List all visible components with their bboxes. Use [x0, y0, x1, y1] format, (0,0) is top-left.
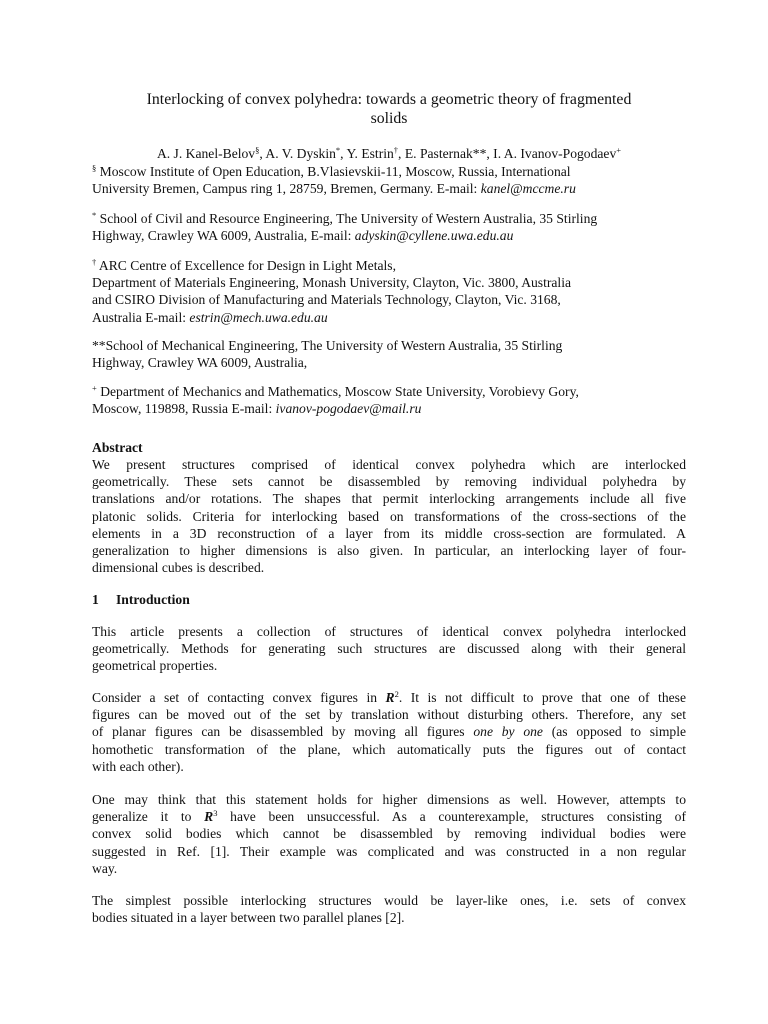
paragraph-line: This article presents a collection of structures of identical convex polyhedra interlocked — [92, 624, 686, 639]
paragraph-line — [92, 689, 686, 706]
affiliation-3-email: estrin@mech.uwa.edu.au — [189, 309, 328, 325]
author-5-mark: + — [616, 145, 622, 155]
author-2: , A. V. Dyskin — [259, 146, 336, 161]
paragraph-line: geometrically. Methods for generating such structures are discussed along with their general — [92, 641, 686, 657]
affiliation-3-line-4: Australia E-mail: — [92, 309, 190, 325]
author-3-mark: † — [393, 145, 399, 155]
affiliation-1 — [92, 163, 686, 197]
paragraph-line: figures can be moved out of the set by translation without disturbing others. Therefore, any set — [92, 707, 686, 723]
title-line-1: Interlocking of convex polyhedra: towards a geometric theory of fragmented — [146, 91, 632, 108]
affiliation-1-email: kanel@mccme.ru — [480, 181, 576, 197]
intro-paragraph-3 — [92, 791, 686, 877]
affiliation-4-line-1: **School of Mechanical Engineering, The University of Western Australia, 35 Stirling — [92, 338, 563, 353]
affiliation-1-line-2: University Bremen, Campus ring 1, 28759, Bremen, Germany. E-mail: — [92, 181, 481, 197]
section-heading-introduction — [92, 591, 190, 608]
author-2-mark: * — [335, 145, 341, 155]
title-line-2: solids — [370, 110, 408, 127]
intro-paragraph-4 — [92, 892, 686, 926]
affiliation-3 — [92, 257, 686, 326]
text-span: (as opposed to simple — [542, 724, 687, 740]
paper-title — [92, 90, 686, 128]
paragraph-line: suggested in Ref. [1]. Their example was complicated and was constructed in a non regular — [92, 843, 686, 859]
author-3: , Y. Estrin — [340, 146, 394, 161]
abstract-line: dimensional cubes is described. — [92, 560, 265, 576]
text-span: Consider a set of contacting convex figures in — [92, 690, 386, 705]
math-superscript: 2 — [394, 689, 399, 699]
text-span: generalize it to — [92, 809, 205, 825]
abstract-heading: Abstract — [92, 440, 143, 455]
affiliation-2-line-1: School of Civil and Resource Engineering, The University of Western Australia, 35 Stirling — [96, 211, 598, 226]
author-list — [92, 145, 686, 162]
affiliation-2-line-2: Highway, Crawley WA 6009, Australia, E-mail: — [92, 228, 355, 244]
math-superscript: 3 — [213, 808, 218, 819]
affiliation-1-line-1: Moscow Institute of Open Education, B.Vlasievskii-11, Moscow, Russia, International — [96, 164, 571, 179]
math-symbol-r: R — [385, 690, 395, 705]
intro-paragraph-1 — [92, 623, 686, 675]
abstract-line: translations and/or rotations. The shapes that permit interlocking arrangements include all five — [92, 491, 686, 507]
paragraph-line: with each other). — [92, 758, 184, 774]
paragraph-line: The simplest possible interlocking structures would be layer-like ones, i.e. sets of convex — [92, 893, 686, 908]
paragraph-line: way. — [92, 860, 118, 876]
affiliation-5-line-2: Moscow, 119898, Russia E-mail: — [92, 401, 276, 417]
section-title: Introduction — [116, 592, 190, 607]
affiliation-3-line-3: and CSIRO Division of Manufacturing and Materials Technology, Clayton, Vic. 3168, — [92, 292, 561, 308]
text-span: of planar figures can be disassembled by moving all figures — [92, 724, 474, 740]
affiliation-5-line-1: Department of Mechanics and Mathematics, Moscow State University, Vorobievy Gory, — [96, 384, 579, 399]
abstract-line: generalization to higher dimensions is also given. In particular, an interlocking layer of four- — [92, 543, 686, 559]
affiliation-4-line-2: Highway, Crawley WA 6009, Australia, — [92, 355, 308, 371]
affiliation-5 — [92, 383, 686, 417]
affiliation-2 — [92, 210, 686, 244]
affiliation-3-line-1: ARC Centre of Excellence for Design in Light Metals, — [96, 258, 396, 273]
paragraph-line: geometrical properties. — [92, 658, 218, 674]
paragraph-line: One may think that this statement holds for higher dimensions as well. However, attempts to — [92, 792, 686, 807]
paragraph-line — [92, 808, 686, 825]
paragraph-line: bodies situated in a layer between two parallel planes [2]. — [92, 910, 405, 926]
emphasis-text: one by one — [473, 724, 543, 740]
abstract-line: platonic solids. Criteria for interlocking based on transformations of the cross-sections of the — [92, 508, 686, 524]
text-span: . It is not difficult to prove that one of these — [398, 690, 686, 705]
affiliation-5-email: ivanov-pogodaev@mail.ru — [275, 401, 422, 417]
paragraph-line: convex solid bodies which cannot be disassembled by removing individual bodies were — [92, 826, 686, 842]
affiliation-3-mark: † — [92, 257, 97, 267]
math-symbol-r: R — [204, 809, 214, 825]
abstract-body — [92, 456, 686, 576]
paragraph-line: homothetic transformation of the plane, which automatically puts the figures out of contact — [92, 741, 686, 757]
section-number: 1 — [92, 592, 99, 607]
paragraph-line — [92, 723, 686, 740]
intro-paragraph-2 — [92, 689, 686, 775]
text-span: have been unsuccessful. As a counterexample, structures consisting of — [217, 809, 686, 825]
affiliation-2-mark: * — [92, 210, 97, 220]
affiliation-2-email: adyskin@cyllene.uwa.edu.au — [354, 228, 514, 244]
affiliation-1-mark: § — [92, 163, 97, 173]
affiliation-3-line-2: Department of Materials Engineering, Monash University, Clayton, Vic. 3800, Australia — [92, 275, 572, 291]
abstract-line: geometrically. These sets cannot be disassembled by removing individual polyhedra by — [92, 474, 686, 490]
author-1: A. J. Kanel-Belov — [156, 146, 256, 161]
abstract-line: elements in a 3D reconstruction of a layer from its middle cross-section are formulated. A — [92, 525, 686, 541]
author-4-5: , E. Pasternak**, I. A. Ivanov-Pogodaev — [398, 146, 617, 161]
affiliation-5-mark: + — [92, 383, 97, 393]
affiliation-4 — [92, 337, 686, 371]
abstract-line: We present structures comprised of identical convex polyhedra which are interlocked — [92, 457, 686, 472]
author-1-mark: § — [255, 145, 260, 155]
